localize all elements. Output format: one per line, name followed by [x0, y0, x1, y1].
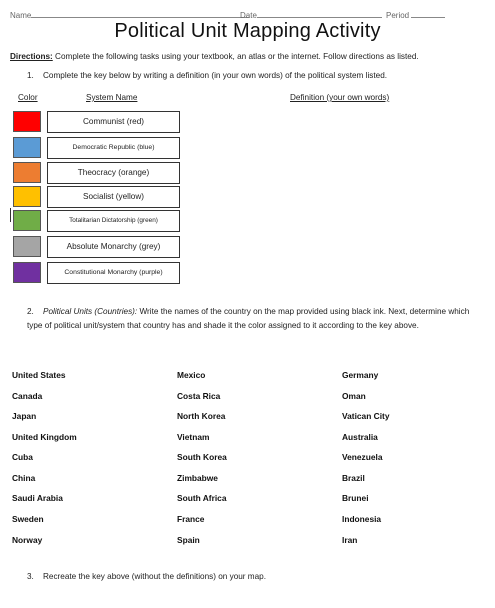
country-name: Germany [342, 370, 379, 380]
color-swatch [13, 236, 41, 257]
color-swatch [13, 111, 41, 132]
system-name-label: Communist (red) [83, 117, 144, 126]
system-name-label: Totalitarian Dictatorship (green) [69, 217, 158, 224]
country-name: Vietnam [177, 432, 210, 442]
definition-column-header: Definition (your own words) [290, 93, 390, 102]
step-3-text: Recreate the key above (without the definitions) on your map. [43, 572, 267, 581]
country-name: United Kingdom [12, 432, 77, 442]
country-name: Australia [342, 432, 378, 442]
step-1-text: Complete the key below by writing a definition (in your own words) of the political system listed. [43, 71, 388, 80]
cursor-mark [10, 208, 11, 222]
step-2-italic-lead: Political Units (Countries): [43, 307, 138, 316]
country-name: Canada [12, 391, 43, 401]
name-blank [31, 9, 249, 18]
country-name: Brunei [342, 493, 369, 503]
color-swatch [13, 262, 41, 283]
system-name-box [47, 111, 180, 133]
country-name: Brazil [342, 473, 365, 483]
period-field[interactable] [386, 9, 445, 20]
step-3 [27, 572, 266, 581]
country-name: France [177, 514, 205, 524]
period-blank [411, 9, 445, 18]
country-name: Venezuela [342, 452, 383, 462]
country-name: North Korea [177, 411, 226, 421]
system-name-box [47, 162, 180, 184]
color-swatch [13, 210, 41, 231]
country-name: Mexico [177, 370, 206, 380]
step-3-number: 3. [27, 572, 34, 581]
directions [10, 52, 419, 61]
system-name-box [47, 210, 180, 232]
country-name: Vatican City [342, 411, 390, 421]
color-swatch [13, 162, 41, 183]
directions-label: Directions: [10, 52, 53, 61]
country-name: Costa Rica [177, 391, 221, 401]
date-blank [257, 9, 382, 18]
country-name: Zimbabwe [177, 473, 218, 483]
step-1 [27, 71, 387, 80]
name-label: Name [10, 11, 32, 20]
system-name-label: Absolute Monarchy (grey) [66, 242, 161, 251]
country-name: Sweden [12, 514, 44, 524]
period-label: Period [386, 11, 410, 20]
country-name: Japan [12, 411, 37, 421]
country-name: Indonesia [342, 514, 382, 524]
color-swatch [13, 186, 41, 207]
country-name: China [12, 473, 36, 483]
system-name-box [47, 262, 180, 284]
country-name: Saudi Arabia [12, 493, 63, 503]
name-field[interactable] [10, 9, 249, 20]
date-field[interactable] [240, 9, 382, 20]
country-name: Spain [177, 535, 200, 545]
directions-text: Complete the following tasks using your textbook, an atlas or the internet. Follow directions as listed. [55, 52, 419, 61]
system-name-label: Theocracy (orange) [77, 168, 150, 177]
country-name: Oman [342, 391, 366, 401]
country-name: Iran [342, 535, 358, 545]
system-name-label: Democratic Republic (blue) [72, 144, 155, 151]
step-1-number: 1. [27, 71, 34, 80]
country-name: Norway [12, 535, 43, 545]
color-column-header: Color [18, 93, 38, 102]
system-name-label: Socialist (yellow) [83, 192, 144, 201]
system-name-box [47, 137, 180, 159]
page-title: Political Unit Mapping Activity [114, 20, 381, 42]
color-swatch [13, 137, 41, 158]
country-name: United States [12, 370, 66, 380]
system-name-label: Constitutional Monarchy (purple) [64, 269, 163, 276]
step-2-text: Write the names of the country on the map provided using black ink. Next, determine which type of political unit/system that country has and shade it the color assigned to it according to the key above. [27, 307, 470, 330]
step-2-number: 2. [27, 307, 34, 316]
system-column-header: System Name [86, 93, 138, 102]
system-name-box [47, 236, 180, 258]
country-name: South Korea [177, 452, 227, 462]
country-name: South Africa [177, 493, 227, 503]
country-name: Cuba [12, 452, 33, 462]
system-name-box [47, 186, 180, 208]
date-label: Date [240, 11, 257, 20]
step-2 [27, 305, 482, 332]
